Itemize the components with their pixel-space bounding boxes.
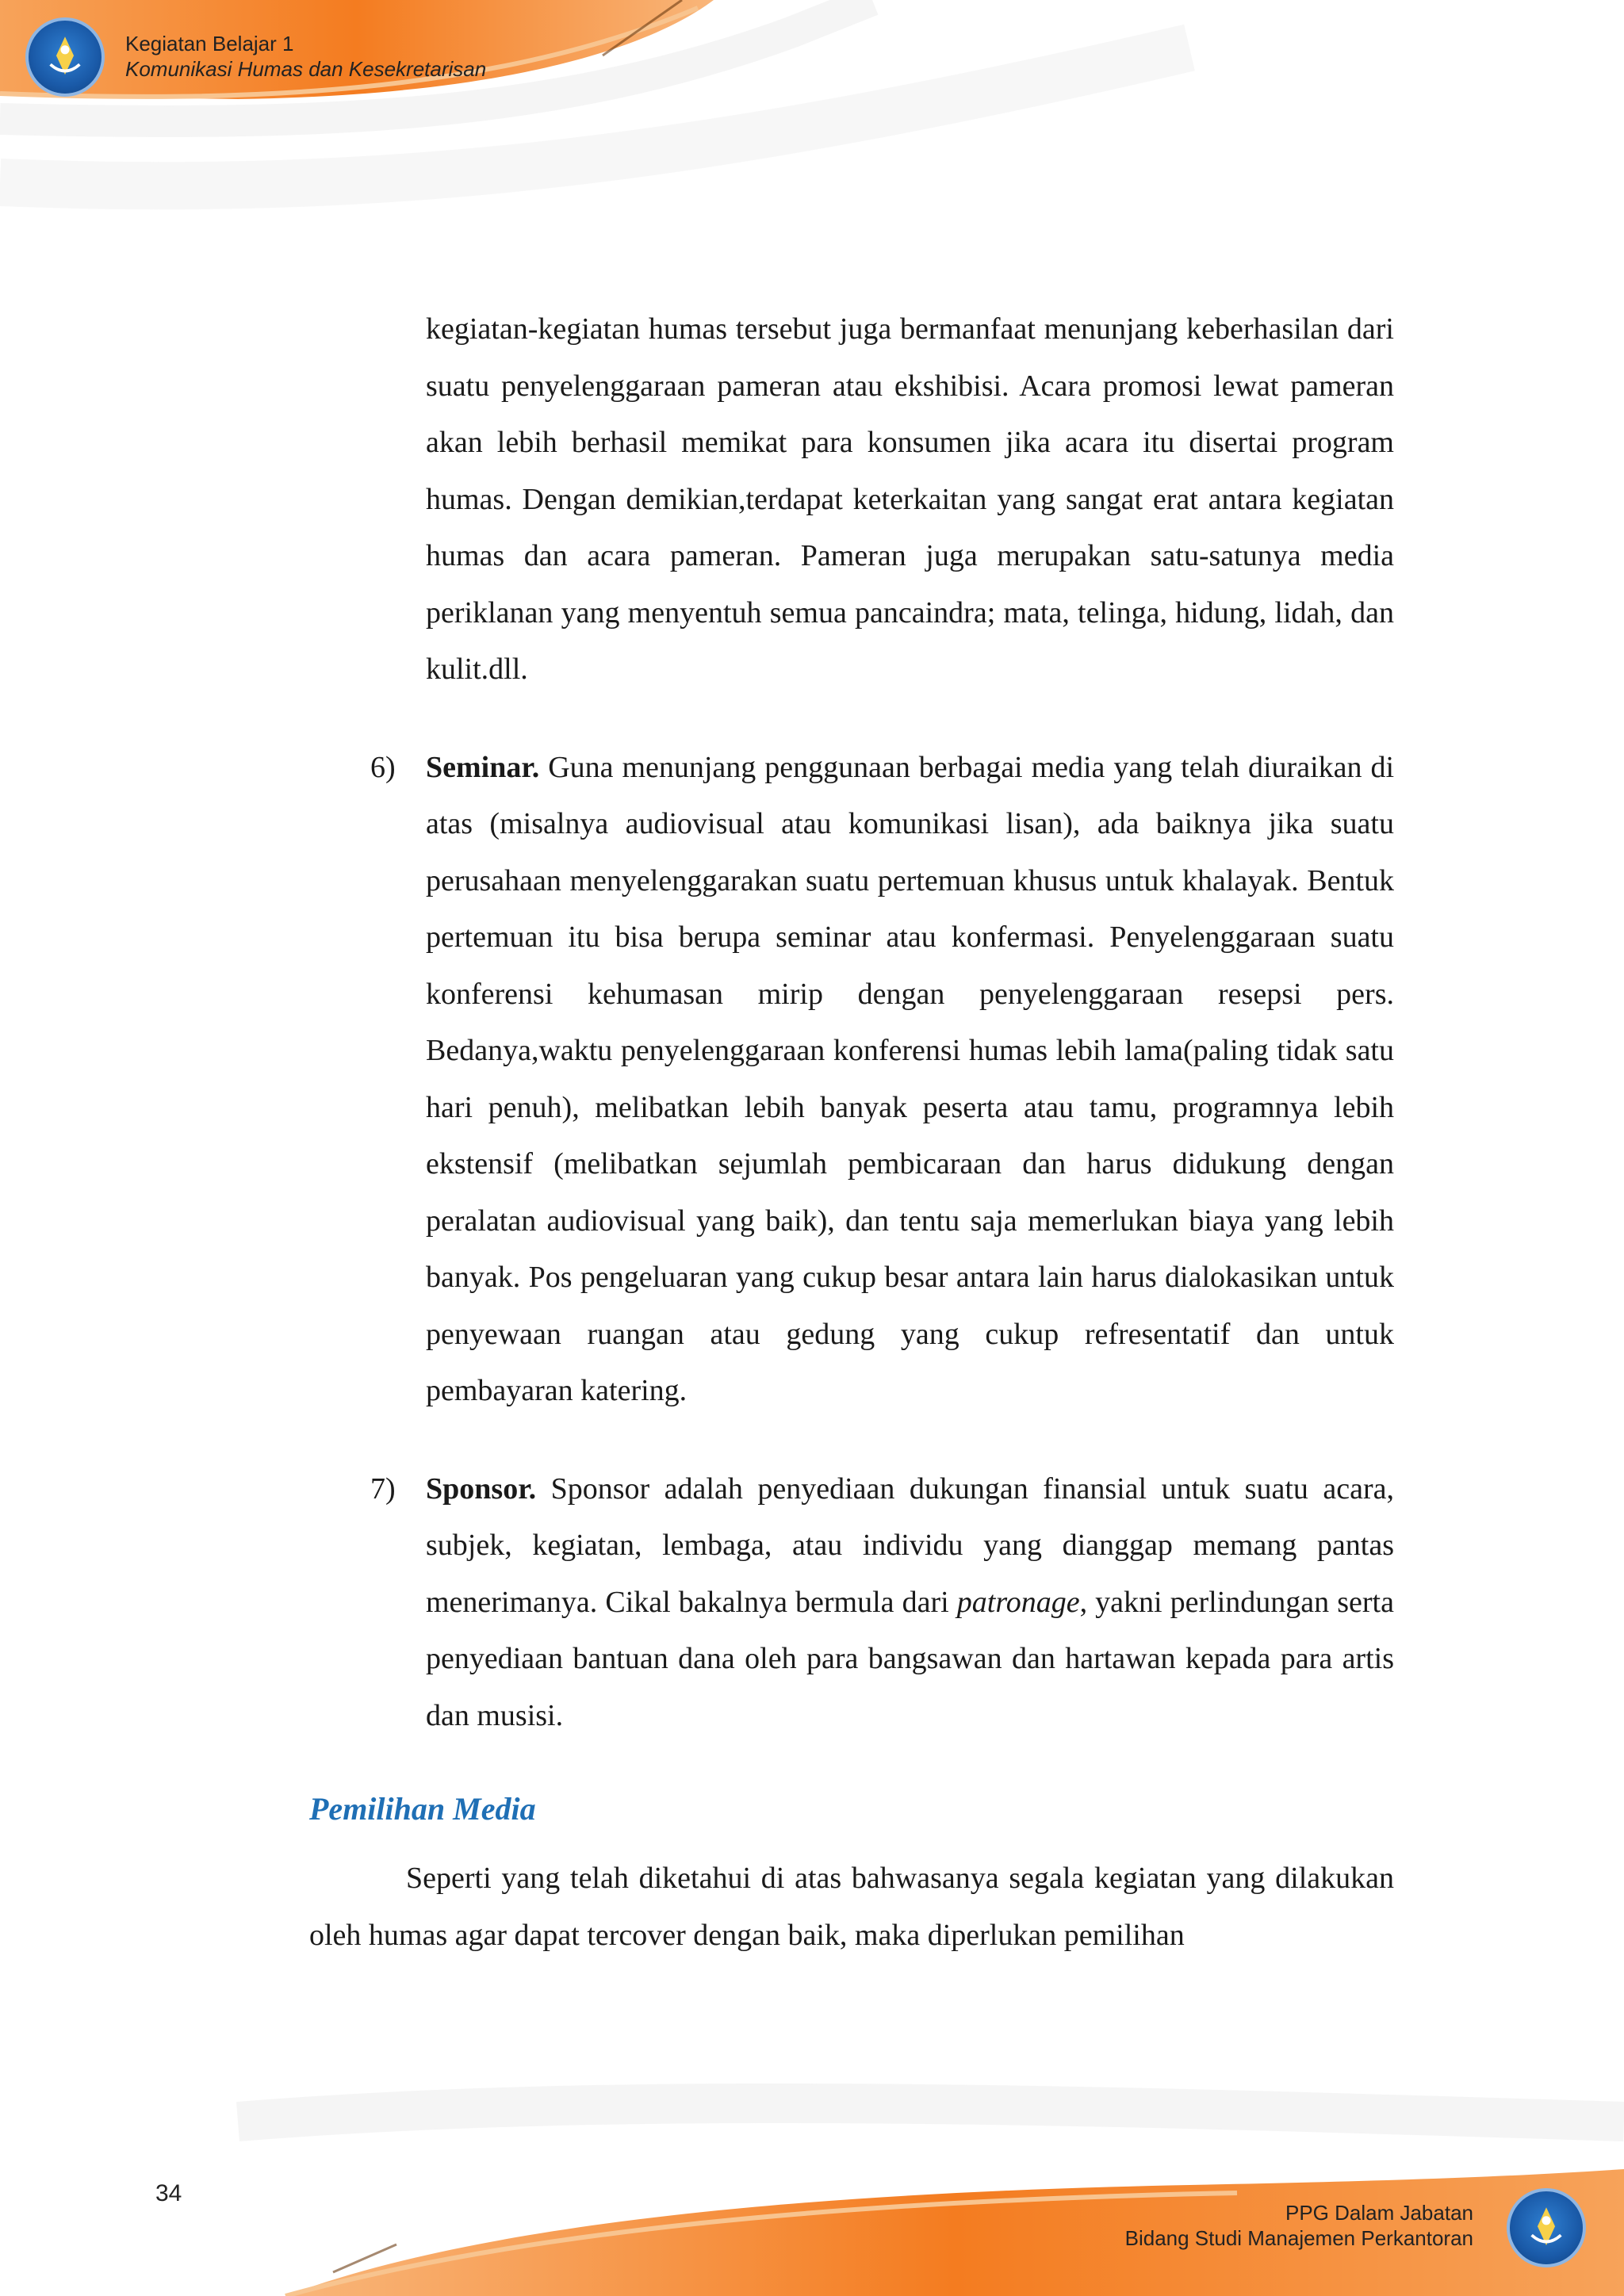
tut-wuri-handayani-logo — [25, 17, 105, 97]
list-item-number: 7) — [370, 1471, 396, 1506]
list-item-body — [426, 740, 1394, 1420]
footer-subtitle: Bidang Studi Manajemen Perkantoran — [1124, 2226, 1473, 2250]
list-item-seminar — [370, 740, 1394, 1420]
list-item-text: Guna menunjang penggunaan berbagai media yang telah diuraikan di atas (misalnya audiovisual atau komunikasi lisan), ada baiknya jika suatu perusahaan menyelenggarakan suatu pertemuan khusus untuk khalayak. Bentuk pertemuan itu bisa berupa seminar atau konfermasi. Penyelenggaraan suatu konferensi kehumasan mirip dengan penyelenggaraan resepsi pers. Bedanya,waktu penyelenggaraan konferensi humas lebih lama(paling tidak satu hari penuh), melibatkan lebih banyak peserta atau tamu, programnya lebih ekstensif (melibatkan sejumlah pembicaraan dan harus didukung dengan peralatan audiovisual yang baik), dan tentu saja memerlukan biaya yang lebih banyak. Pos pengeluaran yang cukup besar antara lain harus dialokasikan untuk penyewaan ruangan atau gedung yang cukup refresentatif dan untuk pembayaran katering. — [426, 750, 1394, 1407]
list-item-term: Sponsor. — [426, 1471, 537, 1506]
header-title: Kegiatan Belajar 1 — [125, 32, 294, 55]
list-item-sponsor — [370, 1461, 1394, 1745]
list-item-text: Sponsor adalah penyediaan dukungan finansial untuk suatu acara, subjek, kegiatan, lembaga, atau individu yang dianggap memang pantas menerimanya. Cikal bakalnya bermula dari — [426, 1471, 1394, 1619]
list-item-text: , yakni perlindungan serta penyediaan bantuan dana oleh para bangsawan dan hartawan kepada para artis dan musisi. — [426, 1585, 1394, 1732]
list-item-italic-term: patronage — [956, 1585, 1080, 1619]
section-heading: Pemilihan Media — [309, 1791, 536, 1827]
footer-title: PPG Dalam Jabatan — [1285, 2201, 1473, 2225]
list-item-body — [426, 1461, 1394, 1745]
page-number: 34 — [155, 2180, 182, 2206]
section-paragraph: Seperti yang telah diketahui di atas bahwasanya segala kegiatan yang dilakukan oleh humas agar dapat tercover dengan baik, maka diperlukan pemilihan — [309, 1862, 1394, 1952]
list-item-number: 6) — [370, 750, 396, 784]
tut-wuri-handayani-logo — [1507, 2188, 1586, 2267]
continuation-paragraph: kegiatan-kegiatan humas tersebut juga bermanfaat menunjang keberhasilan dari suatu penyelenggaraan pameran atau ekshibisi. Acara promosi lewat pameran akan lebih berhasil memikat para konsumen jika acara itu disertai program humas. Dengan demikian,terdapat keterkaitan yang sangat erat antara kegiatan humas dan acara pameran. Pameran juga merupakan satu-satunya media periklanan yang menyentuh semua pancaindra; mata, telinga, hidung, lidah, dan kulit.dll. — [426, 312, 1394, 686]
list-item-term: Seminar. — [426, 750, 540, 784]
page-content — [309, 301, 1394, 1964]
header-subtitle: Komunikasi Humas dan Kesekretarisan — [125, 57, 487, 81]
footer-decoration — [0, 2074, 1624, 2296]
